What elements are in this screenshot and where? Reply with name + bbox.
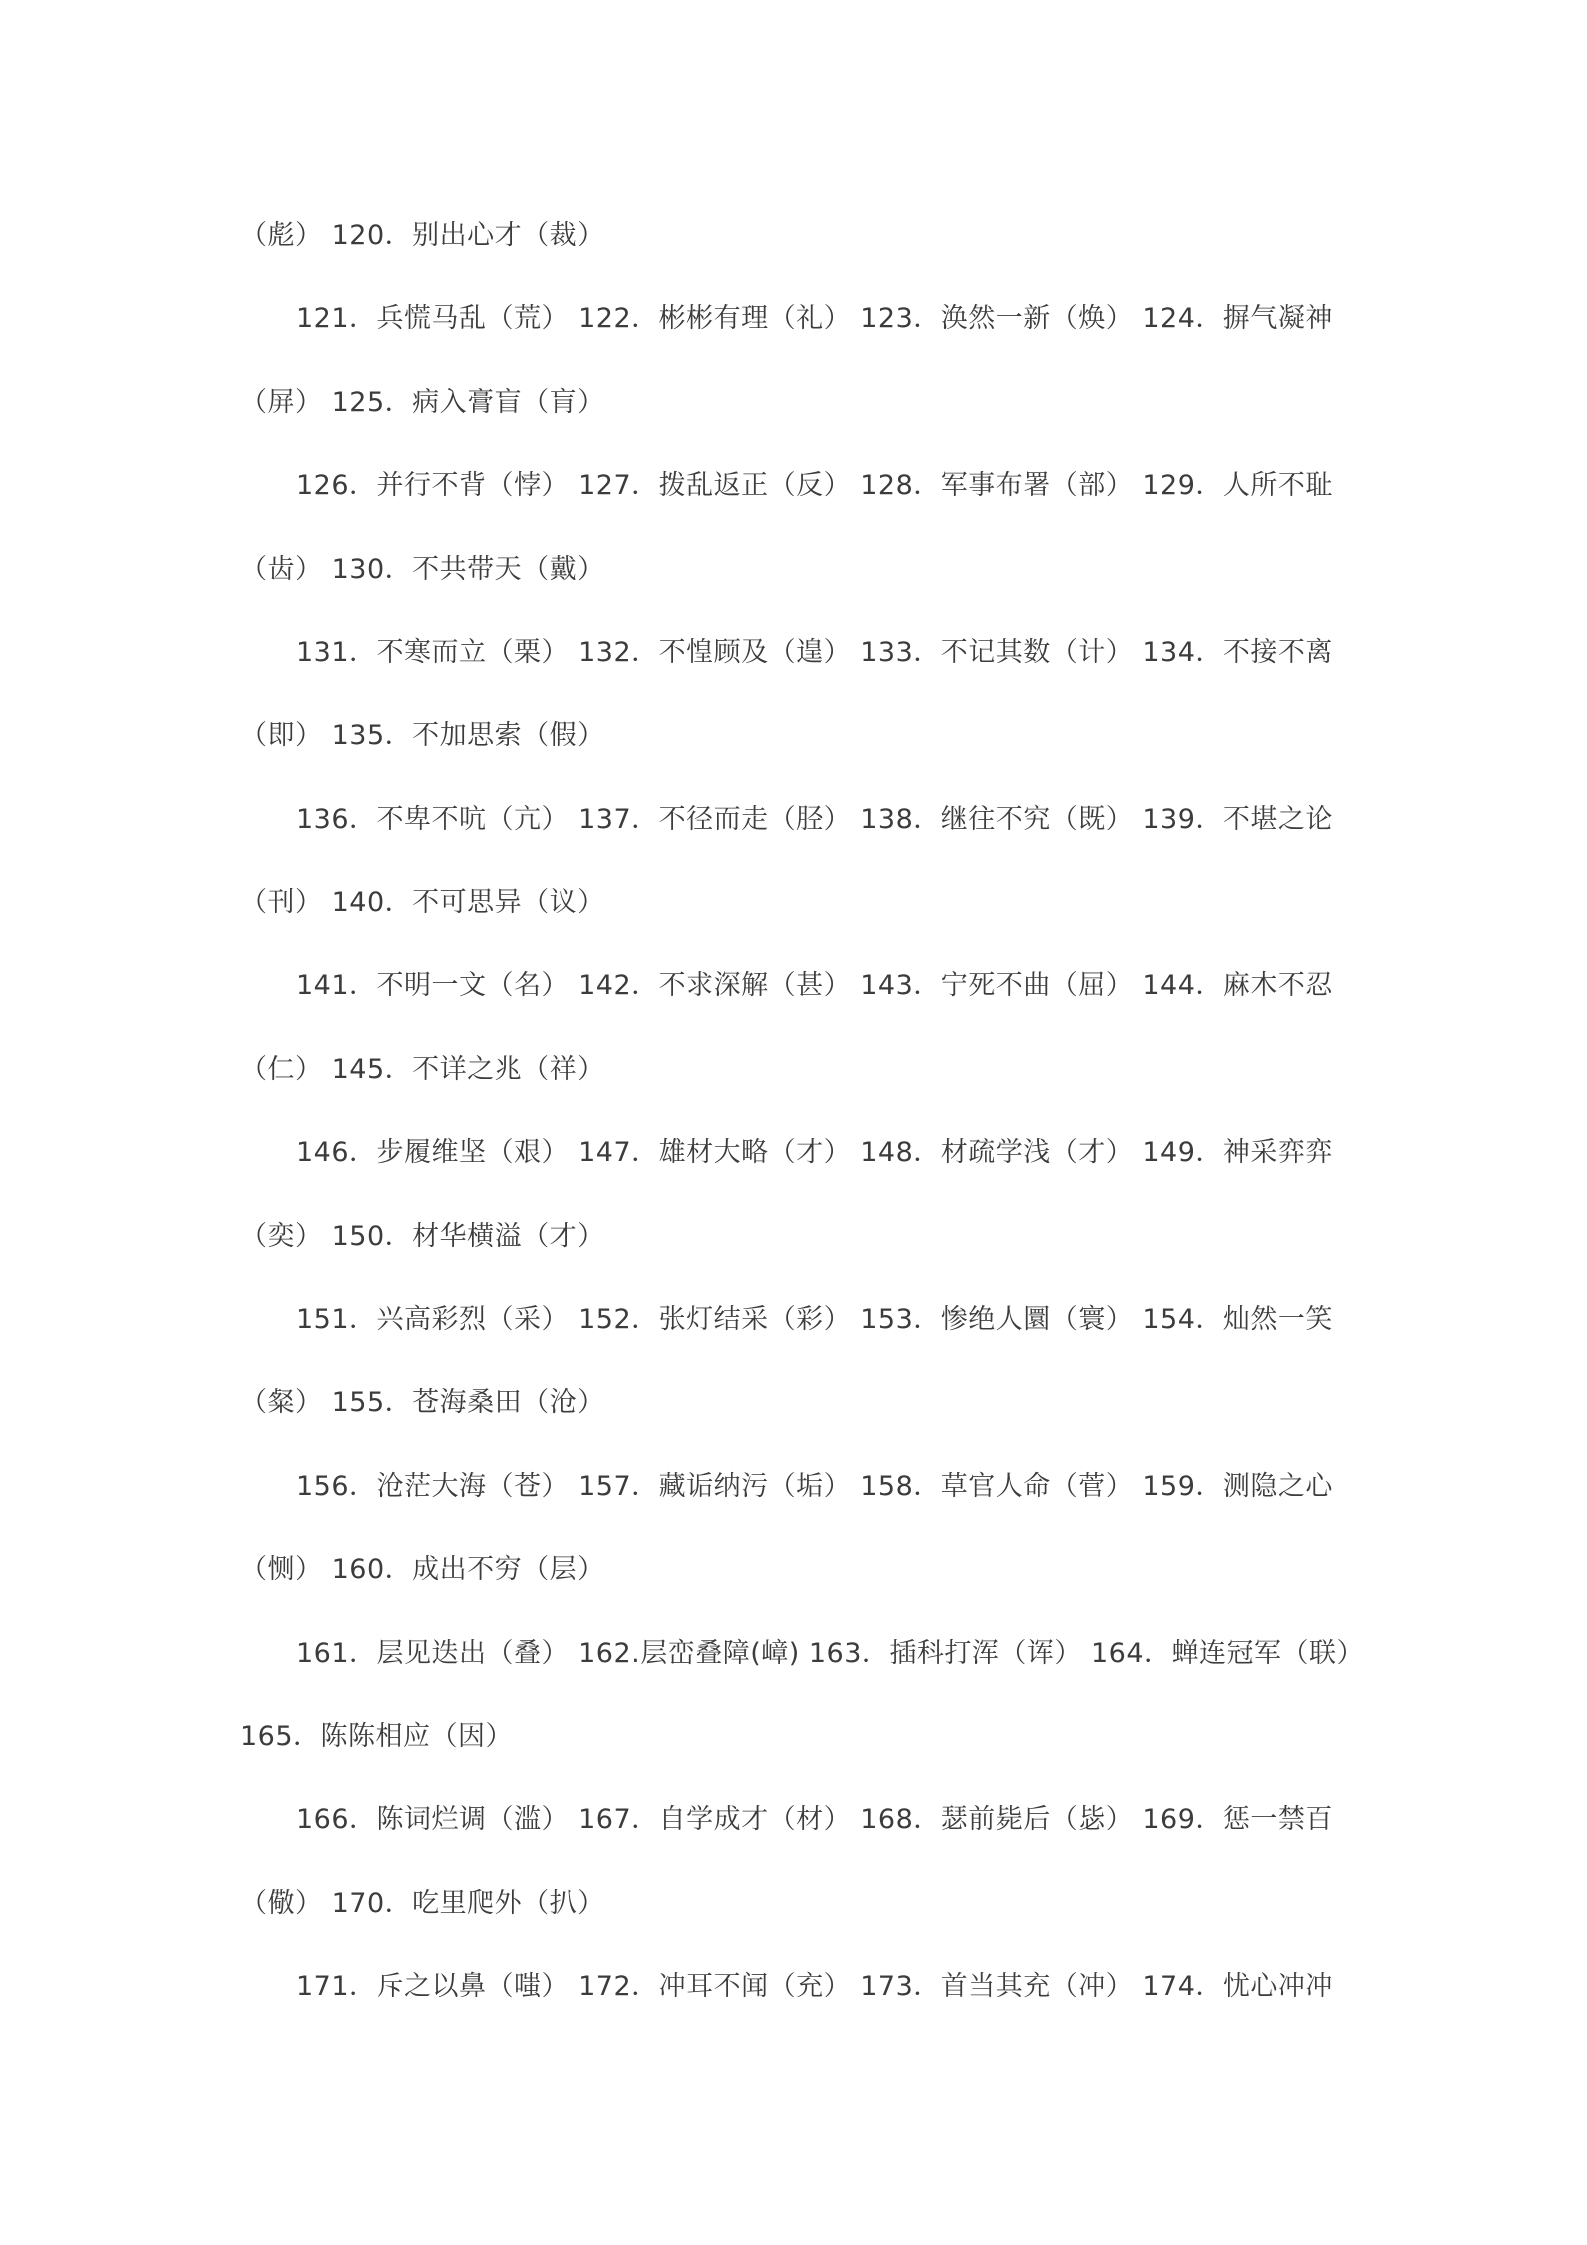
text-line: （仁） 145．不详之兆（祥） xyxy=(240,1054,605,1085)
text-line: 146．步履维坚（艰） 147．雄材大略（才） 148．材疏学浅（才） 149．神采弈弈 xyxy=(296,1137,1333,1168)
text-line: （屏） 125．病入膏盲（肓） xyxy=(240,387,605,418)
text-line: 171．斥之以鼻（嗤） 172．冲耳不闻（充） 173．首当其充（冲） 174．忧心冲冲 xyxy=(296,1971,1333,2002)
text-line: （即） 135．不加思索（假） xyxy=(240,720,605,751)
text-line: （粲） 155．苍海桑田（沧） xyxy=(240,1387,605,1418)
text-line: （恻） 160．成出不穷（层） xyxy=(240,1554,605,1585)
text-line: 136．不卑不吭（亢） 137．不径而走（胫） 138．继往不究（既） 139．不堪之论 xyxy=(296,804,1333,835)
text-line: 141．不明一文（名） 142．不求深解（甚） 143．宁死不曲（屈） 144．麻木不忍 xyxy=(296,970,1333,1001)
text-line: 165．陈陈相应（因） xyxy=(240,1721,514,1752)
text-line: 166．陈词烂调（滥） 167．自学成才（材） 168．瑟前毙后（毖） 169．惩一禁百 xyxy=(296,1804,1333,1835)
text-line: （奕） 150．材华横溢（才） xyxy=(240,1221,605,1252)
text-line: 131．不寒而立（栗） 132．不惶顾及（遑） 133．不记其数（计） 134．不接不离 xyxy=(296,637,1333,668)
text-line: 126．并行不背（悖） 127．拨乱返正（反） 128．军事布署（部） 129．人所不耻 xyxy=(296,470,1333,501)
text-line: 156．沧茫大海（苍） 157．藏诟纳污（垢） 158．草官人命（菅） 159．测隐之心 xyxy=(296,1471,1333,1502)
text-line: 121．兵慌马乱（荒） 122．彬彬有理（礼） 123．涣然一新（焕） 124．摒气凝神 xyxy=(296,303,1333,334)
text-line: （刊） 140．不可思异（议） xyxy=(240,887,605,918)
text-line: （彪） 120．别出心才（裁） xyxy=(240,220,605,251)
text-line: （齿） 130．不共带天（戴） xyxy=(240,554,605,585)
text-line: 151．兴高彩烈（采） 152．张灯结采（彩） 153．惨绝人圜（寰） 154．灿然一笑 xyxy=(296,1304,1333,1335)
text-line: （儆） 170．吃里爬外（扒） xyxy=(240,1888,605,1919)
text-line: 161．层见迭出（叠） 162.层峦叠障(嶂) 163．插科打浑（诨） 164．蝉连冠军（联） xyxy=(296,1638,1365,1669)
